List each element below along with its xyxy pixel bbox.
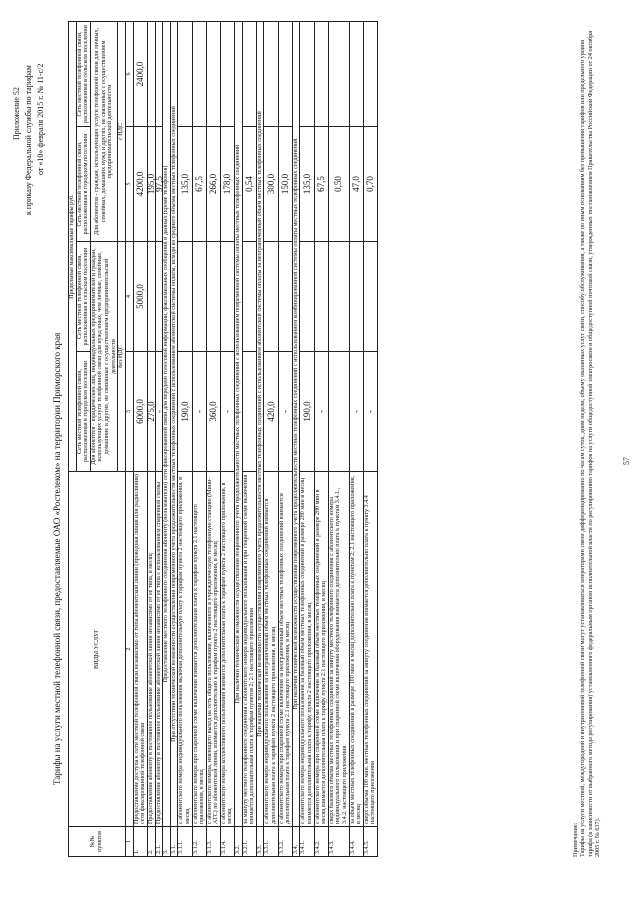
row-number: 3.2. [235,827,243,857]
column-number-row [125,22,133,857]
row-number: 3.4.1. [300,827,314,857]
tariff-value [206,242,220,352]
tariff-value [220,22,234,127]
tariff-value: - [192,352,206,472]
table-row [314,22,328,857]
notes-block [572,22,602,857]
table-row [170,22,178,857]
tariff-value: 266,0 [206,127,220,242]
column-number: 2 [125,472,133,827]
row-number: 3.2.1. [242,827,256,857]
service-description: с абонентского номера при спаренной схеме включения взимается дополнительная плата к тарифам пункта 2.1 настоящего приложения, в месяц [192,472,206,827]
column-number: 4 [125,242,133,352]
col-rural-header-b: Сеть местной телефонной связи, расположенная в сельском поселении [76,22,90,127]
row-number: 3.1.4. [220,827,234,857]
tariff-value [278,22,292,127]
tariff-value [264,22,278,127]
tariff-value: 67,5 [192,127,206,242]
tariff-value [192,22,206,127]
tariff-value: - [363,352,377,472]
tariff-value: 135,0 [300,127,314,242]
order-reference: к приказу Федеральной службы по тарифам [24,65,33,215]
service-description: с абонентского номера индивидуального пользования включая дополнительную плату к тарифам пункта 2 настоящего приложения, в месяц [178,472,192,827]
tariff-value [328,242,349,352]
tariff-value: - [314,352,328,472]
col-tariffs-header: Предельные максимальные тарифы руб. [69,22,77,472]
service-description: Предоставление местного телефонного соединения абоненту (пользователю) сети фиксированной связи для передачи голосовой информации, факсимильных сообщений и данных (кроме телефонов) [163,22,171,827]
appendix-label: Приложение 52 [12,87,21,140]
tariff-value: - [155,352,163,472]
service-description: Предоставление абоненту в постоянное пользование абонентской линии независимо от ее типа, в месяц [147,472,155,827]
vat-excluded-header: без НДС [118,242,126,472]
tariff-value [178,22,192,127]
tariff-value: 0,54 [242,127,256,242]
table-row [264,22,278,857]
tariff-value: 67,5 [314,127,328,242]
tariff-value [155,242,163,352]
tariff-value: 190,0 [300,352,314,472]
table-row [163,22,171,857]
tariff-value [314,242,328,352]
tariff-value [363,22,377,127]
row-number: 1. [133,827,147,857]
notes-label: Примечание: [572,822,579,857]
tariff-value [300,22,314,127]
row-number: 3.1.2. [192,827,206,857]
row-number: 3.4.3. [328,827,349,857]
col-city-header-a: Сеть местной телефонной связи, расположенная в городском поселении [76,352,90,472]
col-group-a-header: Для абонентов - юридических лиц, индивидуальных предпринимателей и граждан, использующих услуги телефонной связи для нужд иных, чем личные, семейные, домашние и другие, не связанные с осуществлением предпринимательской деятельности [90,242,117,472]
tariff-value [328,352,349,472]
tariff-value: 0,50 [328,127,349,242]
table-row [220,22,234,857]
service-description: с абонентского номера коллективного пользования взимается дополнительная плата к тарифам пункта 2 настоящего приложения, в месяц [220,472,234,827]
tariff-table [68,21,378,857]
service-description: Предоставление доступа к сети местной телефонной связи независимо от типа абонентской линии (проводная линия или радиолиния) сети фиксированной телефонной связи [133,472,147,827]
tariff-value: 5000,0 [133,242,147,352]
row-number: 3. [163,827,171,857]
service-description: При наличии технической возможности осуществления повременного учета продолжительности местных телефонных соединений с использованием абонентской системы оплаты за неограниченный объем местных телефонных соединений [256,22,264,827]
service-description: сверх объема 100 мин. местных телефонных соединений за минуту соединения взимается дополнительно плата к пункту 3.4.4 настоящего приложения [363,472,377,827]
tariff-value: 97,5 [155,127,163,242]
table-row [155,22,163,857]
tariff-value: 4200,0 [133,127,147,242]
service-description: за минуту местного телефонного соединения с абонентского номера индивидуального пользования и при спаренной схеме включения взимается дополнительная плата к тарифам пунктов 2; 2.1 настоящего приложения [242,472,256,827]
tariff-value [264,242,278,352]
tariff-value [206,22,220,127]
tariff-value: 420,0 [264,352,278,472]
tariff-value [242,22,256,127]
table-row [206,22,220,857]
table-row [278,22,292,857]
service-description: с абонентского номера при спаренной схеме включения за неограниченный объем местных телефонных соединений взимается дополнительная плата к тарифам пункта 2.1 настоящего приложения, в месяц [278,472,292,827]
service-description: за объем местных телефонных соединений в размере 100 мин в месяц дополнительно плата к пунктам 2; 2.1 настоящего приложения, в месяц [349,472,363,827]
row-number: 2.1. [155,827,163,857]
col-service-header: ВИДЫ УСЛУГ [69,472,126,827]
tariff-value [300,242,314,352]
tariff-value [220,242,234,352]
service-description: с абонентского номера индивидуального пользования за неограниченный объем местных телефонных соединений взимается дополнительная плата к тарифам пункта 2 настоящего приложения, в месяц [264,472,278,827]
column-number: 6 [125,22,133,127]
tariff-value [328,22,349,127]
row-number: 3.4. [292,827,300,857]
tariff-value: 300,0 [264,127,278,242]
tariff-value [192,242,206,352]
table-row [178,22,192,857]
tariff-value: 0,70 [363,127,377,242]
tariff-value [278,242,292,352]
service-description: При наличии технической возможности осуществления повременного учета продолжительности местных телефонных соединений с использованием комбинированной системы оплаты местных телефонных соединений [292,22,300,827]
table-row [349,22,363,857]
tariff-value [363,242,377,352]
tariff-value [242,352,256,472]
tariff-value: 47,0 [349,127,363,242]
col-group-b-header: Для абонентов - граждан, использующих услуги телефонной связи для личных, семейных, домашних нужд и других, не связанных с осуществлением предпринимательской деятельности [90,22,117,242]
row-number: 2. [147,827,155,857]
order-date: от «10» февраля 2015 г. № 11-с/2 [36,63,45,175]
tariff-value [314,22,328,127]
row-number: 3.3.1. [264,827,278,857]
service-description: с абонентского номера при спаренной схеме включения за базовый объем местных телефонных соединений в размере 280 мин в месяц взимается дополнительная плата к тарифу пункта 2.1 настоящего приложения, в месяц [314,472,328,827]
row-number: 3.1.1. [178,827,192,857]
tariff-value: 195,0 [147,127,155,242]
vat-included-header: с НДС [118,22,126,242]
tariff-value [155,22,163,127]
service-description: При наличии технической возможности осуществления повременного учета продолжительности местных телефонных соединений с использованием повременной системы оплаты местных телефонных соединений [235,22,243,827]
service-description: с абонентского номера индивидуального пользования за базовый объем местных телефонных соединений в размере 280 мин в месяц взимается дополнительная плата к тарифу пункта 2 настоящего приложения, в месяц [300,472,314,827]
notes-text: Тарифы на услуги местной, междугородной и внутризоновой телефонной связи могут устанавливаться операторами связи дифференцированно по часам суток, дням недели, объему оказанных услуг связи, способу обслуживания, а также по иным основаниям без превышения тарифов или предельного уровня тарифа (в зависимости от выбранного метода регулирования) установленного федеральным органом исполнительной власти по регулированию тарифов на услуги общедоступной электросвязи и общедоступной почтовой связи, утвержденных постановлением Правительства Российской Федерации от 24 октября 2005 г. № 637). [579,30,602,857]
tariff-value [242,242,256,352]
tariff-value: 135,0 [178,127,192,242]
table-row [133,22,147,857]
tariff-value: 190,0 [178,352,192,472]
col-rural-header-a: Сеть местной телефонной связи, расположенная в сельском поселении [76,242,90,352]
row-number: 3.1.3. [206,827,220,857]
row-number: 3.3.2. [278,827,292,857]
tariff-value: - [349,352,363,472]
tariff-value: 275,0 [147,352,155,472]
tariff-value: 2400,0 [133,22,147,127]
table-row [300,22,314,857]
column-number: 1 [125,827,133,857]
tariff-value: - [220,352,234,472]
service-description: При отсутствии технической возможности осуществления повременного учета продолжительности местных телефонных соединений с использованием абонентской системы оплаты, исходя из среднего объема местных телефонных соединений [170,22,178,827]
row-number: 3.4.2. [314,827,328,857]
table-row [256,22,264,857]
tariff-value [349,22,363,127]
row-number: 3.4.5. [363,827,377,857]
table-row [235,22,243,857]
table-row [192,22,206,857]
tariff-value [147,242,155,352]
service-description: Предоставление абоненту в постоянное пользование абонентской линии независимо от ее типа с использованием спаренной схемы [155,472,163,827]
column-number: 3 [125,352,133,472]
table-row [292,22,300,857]
tariff-value: 6000,0 [133,352,147,472]
service-description: с абонентского номера, имеющего выход на сеть общего пользования, включенного в учрежденческую телефонную станцию (Мини-АТС) по абонентской линии, взимается дополнительно к тарифам пункта 2 настоящего приложения, в месяц [206,472,220,827]
page-number: 57 [622,457,631,465]
table-row [328,22,349,857]
tariff-value: - [278,352,292,472]
table-row [242,22,256,857]
tariff-value [178,242,192,352]
tariff-value [349,242,363,352]
col-number-header: №№ пунктов [69,827,126,857]
document-title: Тарифы на услуги местной телефонной связи, предоставляемые ОАО «Ростелеком» на территории Приморского края [52,332,62,785]
tariff-value: 178,0 [220,127,234,242]
tariff-value: 360,0 [206,352,220,472]
tariff-value [147,22,155,127]
column-number: 5 [125,127,133,242]
service-description: сверх базового объема местных телефонных соединений за минуту местного телефонного соединения с абонентского номера индивидуального пользования и при спаренной схеме включения оборудования взимается дополнительно плата к пунктам 3.4.1., 3.4.2. настоящего приложения [328,472,349,827]
row-number: 3.1. [170,827,178,857]
tariff-value: 150,0 [278,127,292,242]
table-row [363,22,377,857]
col-city-header-b: Сеть местной телефонной связи, расположенная в городском поселении [76,127,90,242]
table-row [147,22,155,857]
row-number: 3.4.4. [349,827,363,857]
row-number: 3.3. [256,827,264,857]
